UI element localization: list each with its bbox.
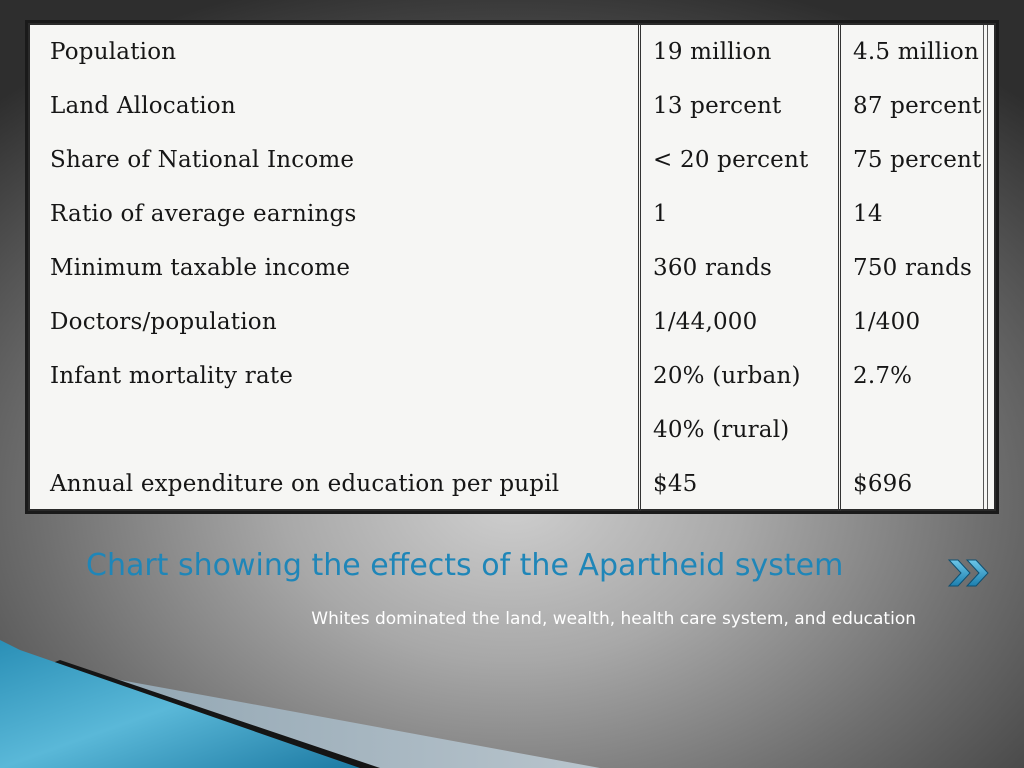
white-value: 87 percent: [840, 79, 995, 133]
black-value: 20% (urban): [640, 349, 840, 403]
white-value: 750 rands: [840, 241, 995, 295]
black-value: $45: [640, 457, 840, 511]
table-row: [30, 25, 994, 79]
table-row: [30, 133, 994, 187]
white-value: $696: [840, 457, 995, 511]
row-label: Land Allocation: [50, 93, 236, 119]
black-value: 13 percent: [640, 79, 840, 133]
table-row: [30, 187, 994, 241]
black-value: 1: [640, 187, 840, 241]
slide-subtitle: Whites dominated the land, wealth, health care system, and education: [311, 609, 916, 629]
white-value: 14: [840, 187, 995, 241]
row-label: Share of National Income: [50, 147, 355, 173]
row-label: Infant mortality rate: [50, 363, 294, 389]
row-label: Annual expenditure on education per pupil: [50, 471, 560, 497]
row-label: Population: [50, 39, 177, 65]
row-label: [30, 403, 640, 457]
black-value: 19 million: [640, 25, 840, 79]
data-table-panel: [28, 23, 996, 511]
table-right-rule: [983, 25, 988, 509]
table-row: [30, 241, 994, 295]
row-label: Doctors/population: [50, 309, 277, 335]
table-row: [30, 403, 994, 457]
row-label: Minimum taxable income: [50, 255, 351, 281]
white-value: 4.5 million: [840, 25, 995, 79]
white-value: [840, 403, 995, 457]
white-value: 75 percent: [840, 133, 995, 187]
white-value: 2.7%: [840, 349, 995, 403]
white-value: 1/400: [840, 295, 995, 349]
table-body: [30, 25, 994, 511]
double-chevron-right-icon: [946, 556, 994, 590]
decorative-swoosh: [0, 640, 620, 768]
table-row: [30, 349, 994, 403]
slide-title: Chart showing the effects of the Apartheid system: [86, 548, 844, 583]
table-row: [30, 295, 994, 349]
apartheid-stats-table: [30, 25, 994, 511]
black-value: < 20 percent: [640, 133, 840, 187]
data-table-image: [25, 20, 999, 514]
black-value: 1/44,000: [640, 295, 840, 349]
row-label: Ratio of average earnings: [50, 201, 357, 227]
table-row: [30, 457, 994, 511]
black-value: 40% (rural): [640, 403, 840, 457]
table-row: [30, 79, 994, 133]
black-value: 360 rands: [640, 241, 840, 295]
